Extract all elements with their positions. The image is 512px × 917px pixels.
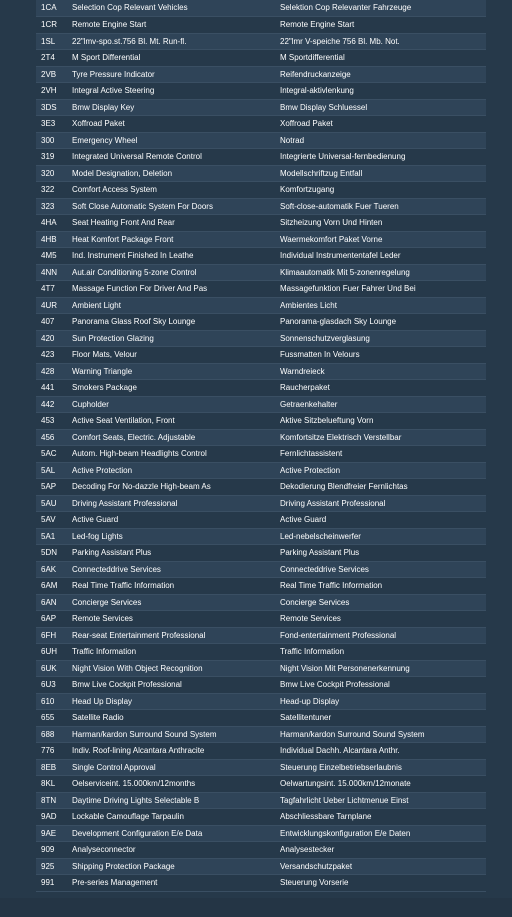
description-de: Active Guard [275, 512, 486, 529]
description-en: Floor Mats, Velour [67, 347, 275, 364]
description-de: Fernlichtassistent [275, 446, 486, 463]
option-code: 456 [36, 429, 67, 446]
description-en: Night Vision With Object Recognition [67, 660, 275, 677]
description-en: Selection Cop Relevant Vehicles [67, 0, 275, 17]
table-row [36, 512, 486, 529]
option-code: 420 [36, 330, 67, 347]
table-row [36, 627, 486, 644]
table-row [36, 198, 486, 215]
description-en: Remote Services [67, 611, 275, 628]
table-row [36, 116, 486, 133]
option-code: 6UK [36, 660, 67, 677]
description-de: Integral-aktivlenkung [275, 83, 486, 100]
table-row [36, 264, 486, 281]
option-code: 2VB [36, 66, 67, 83]
description-en: Integrated Universal Remote Control [67, 149, 275, 166]
table-row [36, 825, 486, 842]
option-code: 319 [36, 149, 67, 166]
table-row [36, 0, 486, 17]
description-en: Massage Function For Driver And Pas [67, 281, 275, 298]
option-code: 6UH [36, 644, 67, 661]
option-code: 4NN [36, 264, 67, 281]
description-en: Comfort Seats, Electric. Adjustable [67, 429, 275, 446]
option-code: 322 [36, 182, 67, 199]
option-code: 3E3 [36, 116, 67, 133]
description-en: Analyseconnector [67, 842, 275, 859]
description-en: Development Configuration E/e Data [67, 825, 275, 842]
description-en: Indiv. Roof-lining Alcantara Anthracite [67, 743, 275, 760]
description-en: Traffic Information [67, 644, 275, 661]
option-code: 6AM [36, 578, 67, 595]
description-de: 22"lmr V-speiche 756 Bl. Mb. Not. [275, 33, 486, 50]
description-de: Individual Instrumententafel Leder [275, 248, 486, 265]
table-row [36, 726, 486, 743]
description-de: Oelwartungsint. 15.000km/12monate [275, 776, 486, 793]
table-row [36, 99, 486, 116]
description-en: Decoding For No-dazzle High-beam As [67, 479, 275, 496]
table-row [36, 809, 486, 826]
option-code: 9AE [36, 825, 67, 842]
option-code: 8EB [36, 759, 67, 776]
description-de: Sonnenschutzverglasung [275, 330, 486, 347]
description-en: Bmw Display Key [67, 99, 275, 116]
option-code: 655 [36, 710, 67, 727]
description-en: Comfort Access System [67, 182, 275, 199]
description-de: Driving Assistant Professional [275, 495, 486, 512]
description-en: Heat Komfort Package Front [67, 231, 275, 248]
option-code: 407 [36, 314, 67, 331]
table-row [36, 479, 486, 496]
description-en: Xoffroad Paket [67, 116, 275, 133]
table-row [36, 149, 486, 166]
table-row [36, 528, 486, 545]
option-code: 3DS [36, 99, 67, 116]
option-code: 453 [36, 413, 67, 430]
description-en: Cupholder [67, 396, 275, 413]
description-en: Tyre Pressure Indicator [67, 66, 275, 83]
description-en: Pre-series Management [67, 875, 275, 892]
table-row [36, 677, 486, 694]
description-en: Driving Assistant Professional [67, 495, 275, 512]
description-de: Soft-close-automatik Fuer Tueren [275, 198, 486, 215]
table-row [36, 545, 486, 562]
description-de: Traffic Information [275, 644, 486, 661]
description-en: Led-fog Lights [67, 528, 275, 545]
option-code: 2T4 [36, 50, 67, 67]
description-en: Seat Heating Front And Rear [67, 215, 275, 232]
description-de: Bmw Live Cockpit Professional [275, 677, 486, 694]
description-en: Lockable Camouflage Tarpaulin [67, 809, 275, 826]
table-row [36, 710, 486, 727]
option-code: 6FH [36, 627, 67, 644]
option-code: 4UR [36, 297, 67, 314]
table-row [36, 644, 486, 661]
description-de: Remote Services [275, 611, 486, 628]
description-de: Panorama-glasdach Sky Lounge [275, 314, 486, 331]
option-code: 9AD [36, 809, 67, 826]
table-row [36, 33, 486, 50]
description-en: Model Designation, Deletion [67, 165, 275, 182]
description-de: Ambientes Licht [275, 297, 486, 314]
description-en: Warning Triangle [67, 363, 275, 380]
table-row [36, 446, 486, 463]
option-code: 1CR [36, 17, 67, 34]
description-en: Aut.air Conditioning 5-zone Control [67, 264, 275, 281]
option-code: 610 [36, 693, 67, 710]
table-row [36, 429, 486, 446]
description-de: Parking Assistant Plus [275, 545, 486, 562]
description-de: Fond-entertainment Professional [275, 627, 486, 644]
description-de: Waermekomfort Paket Vorne [275, 231, 486, 248]
description-de: Real Time Traffic Information [275, 578, 486, 595]
description-de: Dekodierung Blendfreier Fernlichtas [275, 479, 486, 496]
table-row [36, 594, 486, 611]
description-de: Selektion Cop Relevanter Fahrzeuge [275, 0, 486, 17]
description-de: Massagefunktion Fuer Fahrer Und Bei [275, 281, 486, 298]
option-code: 2VH [36, 83, 67, 100]
table-row [36, 50, 486, 67]
option-code: 5AP [36, 479, 67, 496]
description-de: Led-nebelscheinwerfer [275, 528, 486, 545]
description-en: Head Up Display [67, 693, 275, 710]
option-code: 5AC [36, 446, 67, 463]
description-de: Night Vision Mit Personenerkennung [275, 660, 486, 677]
table-row [36, 396, 486, 413]
description-en: Single Control Approval [67, 759, 275, 776]
description-de: Entwicklungskonfiguration E/e Daten [275, 825, 486, 842]
description-de: Integrierte Universal-fernbedienung [275, 149, 486, 166]
table-row [36, 413, 486, 430]
option-code: 909 [36, 842, 67, 859]
description-de: Sitzheizung Vorn Und Hinten [275, 215, 486, 232]
description-en: Ind. Instrument Finished In Leathe [67, 248, 275, 265]
description-en: Autom. High-beam Headlights Control [67, 446, 275, 463]
description-de: Satellitentuner [275, 710, 486, 727]
table-row [36, 611, 486, 628]
table-row [36, 215, 486, 232]
description-de: Klimaautomatik Mit 5-zonenregelung [275, 264, 486, 281]
table-row [36, 858, 486, 875]
table-row [36, 578, 486, 595]
description-en: Oelserviceint. 15.000km/12months [67, 776, 275, 793]
option-code: 925 [36, 858, 67, 875]
description-de: Warndreieck [275, 363, 486, 380]
description-en: Concierge Services [67, 594, 275, 611]
option-code: 6AK [36, 561, 67, 578]
description-de: Raucherpaket [275, 380, 486, 397]
option-code: 5DN [36, 545, 67, 562]
option-code: 8KL [36, 776, 67, 793]
description-de: Abschliessbare Tarnplane [275, 809, 486, 826]
description-de: Connecteddrive Services [275, 561, 486, 578]
option-code: 5A1 [36, 528, 67, 545]
description-en: Active Seat Ventilation, Front [67, 413, 275, 430]
option-code: 4HB [36, 231, 67, 248]
table-row [36, 693, 486, 710]
table-row [36, 17, 486, 34]
option-codes-body [36, 0, 486, 891]
table-row [36, 561, 486, 578]
option-codes-table [36, 0, 486, 892]
description-de: Komfortsitze Elektrisch Verstellbar [275, 429, 486, 446]
table-row [36, 248, 486, 265]
description-de: Notrad [275, 132, 486, 149]
option-code: 4M5 [36, 248, 67, 265]
option-code: 5AU [36, 495, 67, 512]
option-code: 6U3 [36, 677, 67, 694]
description-de: Individual Dachh. Alcantara Anthr. [275, 743, 486, 760]
description-en: Satellite Radio [67, 710, 275, 727]
option-code: 1SL [36, 33, 67, 50]
table-row [36, 363, 486, 380]
option-code: 4HA [36, 215, 67, 232]
description-en: Soft Close Automatic System For Doors [67, 198, 275, 215]
table-row [36, 66, 486, 83]
table-row [36, 380, 486, 397]
table-row [36, 314, 486, 331]
description-en: Active Protection [67, 462, 275, 479]
description-en: Emergency Wheel [67, 132, 275, 149]
description-en: Connecteddrive Services [67, 561, 275, 578]
description-de: Bmw Display Schluessel [275, 99, 486, 116]
table-row [36, 660, 486, 677]
description-en: Integral Active Steering [67, 83, 275, 100]
description-de: Remote Engine Start [275, 17, 486, 34]
description-de: Steuerung Vorserie [275, 875, 486, 892]
table-row [36, 462, 486, 479]
table-row [36, 165, 486, 182]
description-de: Getraenkehalter [275, 396, 486, 413]
page-footer-area [0, 898, 512, 917]
option-code: 688 [36, 726, 67, 743]
description-de: Fussmatten In Velours [275, 347, 486, 364]
description-en: Sun Protection Glazing [67, 330, 275, 347]
option-code: 1CA [36, 0, 67, 17]
description-en: M Sport Differential [67, 50, 275, 67]
table-row [36, 132, 486, 149]
option-code: 776 [36, 743, 67, 760]
description-en: 22"lmv-spo.st.756 Bl. Mt. Run-fl. [67, 33, 275, 50]
table-row [36, 792, 486, 809]
option-code: 8TN [36, 792, 67, 809]
description-de: Harman/kardon Surround Sound System [275, 726, 486, 743]
description-de: M Sportdifferential [275, 50, 486, 67]
option-code: 6AP [36, 611, 67, 628]
table-row [36, 281, 486, 298]
description-en: Bmw Live Cockpit Professional [67, 677, 275, 694]
description-de: Head-up Display [275, 693, 486, 710]
description-de: Analysestecker [275, 842, 486, 859]
description-en: Rear-seat Entertainment Professional [67, 627, 275, 644]
description-de: Reifendruckanzeige [275, 66, 486, 83]
description-de: Active Protection [275, 462, 486, 479]
option-code: 428 [36, 363, 67, 380]
option-code: 4T7 [36, 281, 67, 298]
description-en: Daytime Driving Lights Selectable B [67, 792, 275, 809]
table-row [36, 759, 486, 776]
table-row [36, 231, 486, 248]
table-row [36, 330, 486, 347]
option-code: 6AN [36, 594, 67, 611]
table-row [36, 83, 486, 100]
table-row [36, 347, 486, 364]
option-code: 991 [36, 875, 67, 892]
description-de: Tagfahrlicht Ueber Lichtmenue Einst [275, 792, 486, 809]
description-en: Panorama Glass Roof Sky Lounge [67, 314, 275, 331]
description-en: Remote Engine Start [67, 17, 275, 34]
option-code: 442 [36, 396, 67, 413]
option-code: 423 [36, 347, 67, 364]
table-row [36, 875, 486, 892]
option-code: 5AV [36, 512, 67, 529]
description-de: Steuerung Einzelbetriebserlaubnis [275, 759, 486, 776]
description-en: Active Guard [67, 512, 275, 529]
table-row [36, 297, 486, 314]
description-en: Harman/kardon Surround Sound System [67, 726, 275, 743]
description-de: Xoffroad Paket [275, 116, 486, 133]
description-en: Ambient Light [67, 297, 275, 314]
table-row [36, 495, 486, 512]
description-en: Shipping Protection Package [67, 858, 275, 875]
table-row [36, 182, 486, 199]
option-code: 323 [36, 198, 67, 215]
description-de: Modellschriftzug Entfall [275, 165, 486, 182]
description-en: Real Time Traffic Information [67, 578, 275, 595]
description-de: Aktive Sitzbelueftung Vorn [275, 413, 486, 430]
table-row [36, 776, 486, 793]
table-row [36, 842, 486, 859]
option-code: 300 [36, 132, 67, 149]
option-code: 441 [36, 380, 67, 397]
table-row [36, 743, 486, 760]
description-de: Versandschutzpaket [275, 858, 486, 875]
option-code: 5AL [36, 462, 67, 479]
description-de: Komfortzugang [275, 182, 486, 199]
option-code: 320 [36, 165, 67, 182]
description-de: Concierge Services [275, 594, 486, 611]
description-en: Smokers Package [67, 380, 275, 397]
description-en: Parking Assistant Plus [67, 545, 275, 562]
